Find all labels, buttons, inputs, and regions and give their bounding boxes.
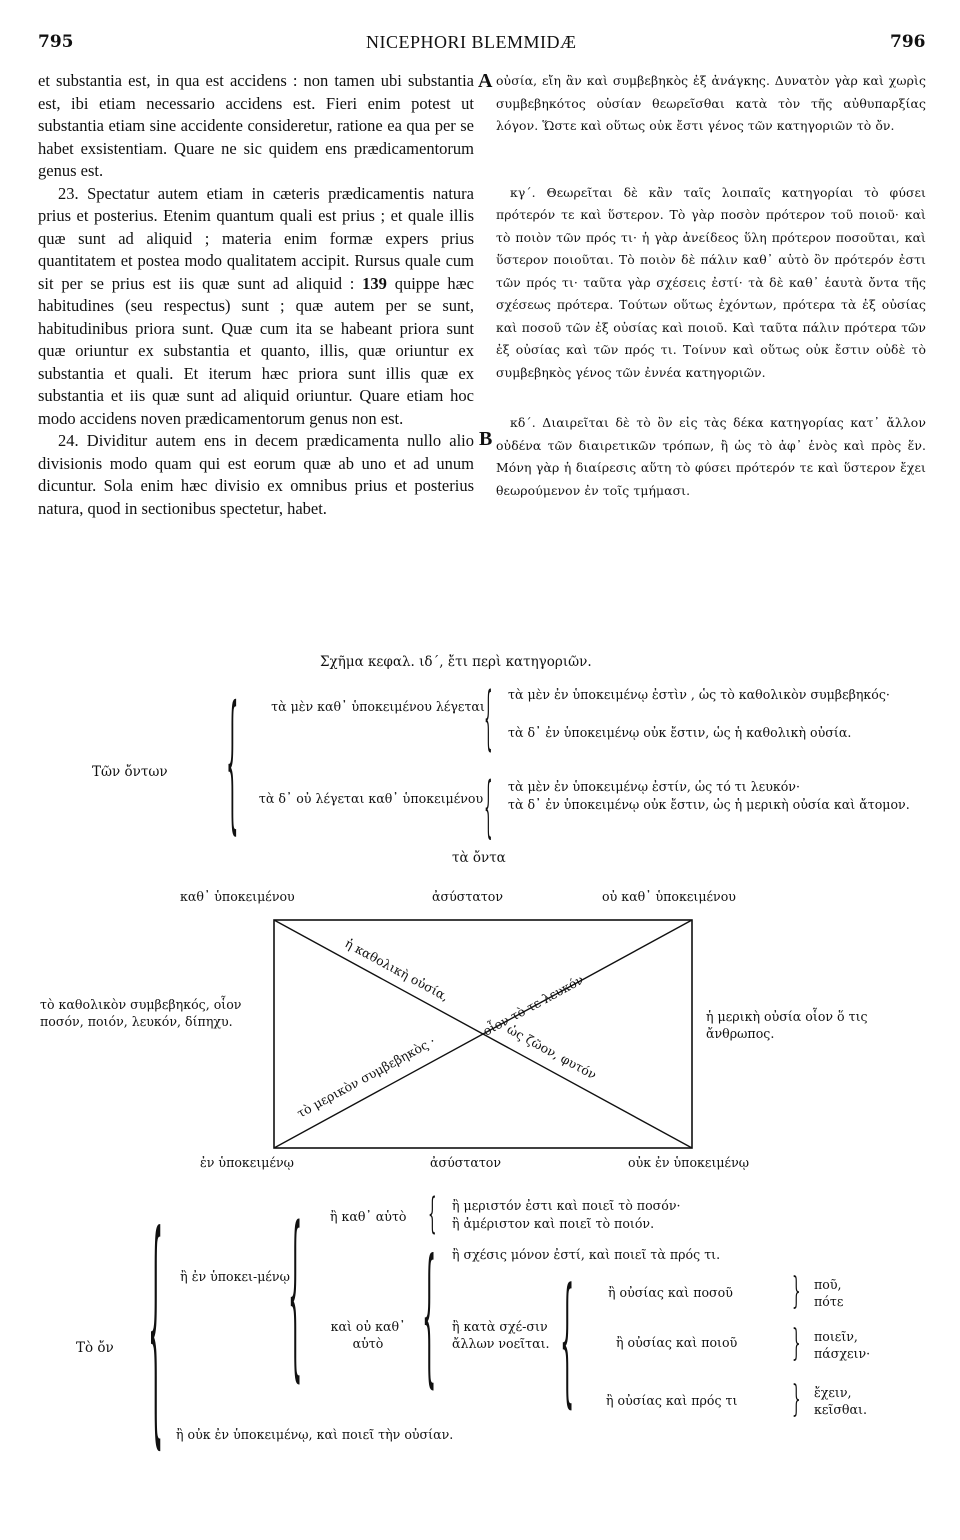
square-bottom-right: οὐκ ἐν ὑποκειμένῳ [628,1155,750,1170]
schema1-brace-b2: { [484,769,493,847]
diag-upper-right: οἷον τὸ τε λευκόν [480,971,586,1039]
schema2-c3: ἢ οὐσίας καὶ πρός τι [606,1393,738,1408]
square-left-text: τὸ καθολικὸν συμβεβηκός, οἷον ποσόν, ποιόν, λευκόν, δίπηχυ. [40,997,242,1029]
margin-letter-b: B [479,428,493,450]
schema2-a: ἢ ἐν ὑποκει-μένῳ [180,1269,290,1284]
latin-paragraph-23-text-cont: quippe hæc habitudines (seu respectus) sunt ; quæ autem per se sunt, habitudinibus priora sunt. Quæ cum ita se habeant priora sunt quæ oriuntur ex substantia et quanto, illis, quæ oriuntur ex substantia et quali. Et iterum hæc priora sunt illis quæ ex substantia et iis quæ sunt ad aliquid oriuntur. Quare etiam hoc modo accidens noven prædicamentorum genus non est. [38,273,475,428]
latin-paragraph-23-text: 23. Spectatur autem etiam in cæteris prædicamentis natura prius et posterius. Etenim quantum quali est prius ; et quale illis quæ sunt ad aliquid ; materia enim formæ expers prius quantitatem et postea modo qualitatem accipit. Rursus quale cum sit per se prius est iis quæ sunt ad aliquid : [38,183,474,293]
schema2-brace-a2: { [422,1228,437,1402]
square-bottom-mid: ἀσύστατον [430,1155,502,1170]
schema2-c3r: ἔχειν, κεῖσθαι. [814,1385,867,1417]
schema2-c2r: ποιεῖν, πάσχειν· [814,1329,871,1361]
diag-upper-left: ἡ καθολικὴ οὐσία, [342,935,452,1005]
greek-paragraph-24: κδ΄. Διαιρεῖται δὲ τὸ ὂν εἰς τὰς δέκα κατηγορίας κατ᾽ ἄλλον οὐδένα τῶν διαιρετικῶν τρόπων, ἢ ὡς τὸ ἀφ᾽ ἑνὸς καὶ πρὸς ἕν. Μόνη γὰρ ἡ διαίρεσις αὕτη τὸ φύσει πρότερόν τε καὶ ὕστερον ἔχει θεωρούμενον ἐν τοῖς τμήμασι. [496,415,926,498]
schema1-branch2-a: τὰ μὲν ἐν ὑποκειμένῳ ἐστίν, ὡς τό τι λευκόν· [508,779,800,794]
schema1-branch1: τὰ μὲν καθ᾽ ὑποκειμένου λέγεται [271,699,485,714]
greek-paragraph-23: κγ΄. Θεωρεῖται δὲ κἂν ταῖς λοιπαῖς κατηγορίαι τὸ φύσει πρότερόν τε καὶ ὕστερον. Τὸ γὰρ ποσὸν πρότερον τοῦ ποιοῦ· καὶ τὸ ποιὸν τῶν πρός τι· ἡ γὰρ ἀνείδεος ὕλη πρότερον ποσοῦται, καὶ ὕστερον ποιοῦται. Τὸ ποιὸν δὲ πάλιν καθ᾽ αὑτὸ ὂν πρότερόν ἐστι τῶν πρός τι· ταῦτα γὰρ σχέσεις ἐστί· τὰ δὲ καθ᾽ ἑαυτὰ ὄντα τῆς σχέσεως πρότερα. Τούτων οὕτως ἐχόντων, πρότερα τὰ ἐξ οὐσίας καὶ ποσοῦ τῶν ἐξ οὐσίας καὶ ποιοῦ. Καὶ ταῦτα πάλιν πρότερα τῶν ἐξ οὐσίας καὶ τῶν πρός τι. Τοίνυν καὶ οὕτως οὐκ ἔστιν οὐδὲ τὸ συμβεβηκὸς γένος τῶν ἐννέα κατηγοριῶν. [496,184,926,380]
square-top-left: καθ᾽ ὑποκειμένου [180,889,295,904]
schema2-a2-1: ἢ σχέσις μόνον ἐστί, καὶ ποιεῖ τὰ πρός τι. [452,1247,721,1262]
schema2-c2: ἢ οὐσίας καὶ ποιοῦ [616,1335,738,1350]
schema1-branch2-b: τὰ δ᾽ ἐν ὑποκειμένῳ οὐκ ἔστιν, ὡς ἡ μερικὴ οὐσία καὶ ἄτομον. [508,797,910,812]
schema1-brace-main: { [226,676,239,850]
square-top-mid: ἀσύστατον [432,889,504,904]
square-bottom-left: ἐν ὑποκειμένῳ [200,1155,294,1170]
schema2-brace-a1: { [428,1189,437,1239]
schema1-branch2: τὰ δ᾽ οὐ λέγεται καθ᾽ ὑποκειμένου [258,791,484,806]
schema2-a1-2: ἢ ἀμέριστον καὶ ποιεῖ τὸ ποιόν. [452,1216,655,1231]
schema2-brace-c2: } [792,1322,801,1365]
schema1-branch1-b: τὰ δ᾽ ἐν ὑποκειμένῳ οὐκ ἔστιν, ὡς ἡ καθολικὴ οὐσία. [508,725,852,740]
margin-letter-a: A [478,70,493,92]
schema2-root: Τὸ ὄν [76,1340,114,1356]
schema1-root: Τῶν ὄντων [92,764,168,780]
square-top-center: τὰ ὄντα [452,850,506,866]
schema2-brace-c: { [560,1258,575,1422]
diag-lower-left: τὸ μερικὸν συμβεβηκὸς · [294,1033,438,1121]
schema1-branch1-a: τὰ μὲν ἐν ὑποκειμένῳ ἐστὶν , ὡς τὸ καθολικὸν συμβεβηκός· [508,687,890,702]
schema2-brace-a: { [288,1189,303,1399]
schema2-brace-main: { [148,1185,164,1473]
schema2-c1: ἢ οὐσίας καὶ ποσοῦ [608,1285,733,1300]
square-top-right: οὐ καθ᾽ ὑποκειμένου [602,889,736,904]
square-right-text: ἡ μερικὴ οὐσία οἷον ὅ τις ἄνθρωπος. [706,1009,868,1041]
page-marker-139: 139 [362,273,387,293]
schema2-a2: καὶ οὐ καθ᾽ αὑτὸ [330,1319,406,1351]
schema2-b: ἢ οὐκ ἐν ὑποκειμένῳ, καὶ ποιεῖ τὴν οὐσίαν. [176,1427,454,1442]
schema-title: Σχῆμα κεφαλ. ιδ΄, ἔτι περὶ κατηγοριῶν. [320,654,592,670]
schema2-a1: ἢ καθ᾽ αὑτὸ [330,1209,407,1224]
latin-paragraph-24: 24. Dividitur autem ens in decem prædicamenta nullo alio divisionis modo quam qui est eorum quæ ab uno et ad unum dicuntur. Sola enim hæc divisio ex omnibus prius et posterius natura, quod in sectionibus spectetur, habet. [38,431,474,518]
running-title: NICEPHORI BLEMMIDÆ [366,32,577,52]
left-page-number: 795 [38,32,74,52]
schema2-c1r: ποῦ, πότε [814,1277,844,1309]
diag-lower-right: ὡς ζῶον, φυτόν [504,1021,600,1083]
right-page-number: 796 [890,32,926,52]
schema2-brace-c1: } [792,1270,801,1313]
schema2-a1-1: ἢ μεριστόν ἐστι καὶ ποιεῖ τὸ ποσόν· [452,1198,681,1213]
schema2-brace-c3: } [792,1378,801,1421]
schema2-a2-2: ἢ κατὰ σχέ-σιν ἄλλων νοεῖται. [452,1319,550,1351]
greek-paragraph-1: οὐσία, εἴη ἂν καὶ συμβεβηκὸς ἐξ ἀνάγκης. Δυνατὸν γὰρ καὶ χωρὶς συμβεβηκότος οὐσίαν θεωρεῖσθαι κατὰ τὸν τῆς αὐθυπαρξίας λόγον. Ὥστε καὶ οὕτως οὐκ ἔστι γένος τῶν κατηγοριῶν τὸ ὄν. [496,73,926,133]
latin-paragraph-1: et substantia est, in qua est accidens : non tamen ubi substantia est, ibi etiam necessario accidens est. Fieri enim potest ut substantia etiam sine accidente consideretur, ratione ea qua per se habet exsistentiam. Quare ne sic quidem ens prædicamentorum genus est. [38,71,474,180]
schema1-brace-b1: { [484,679,493,760]
